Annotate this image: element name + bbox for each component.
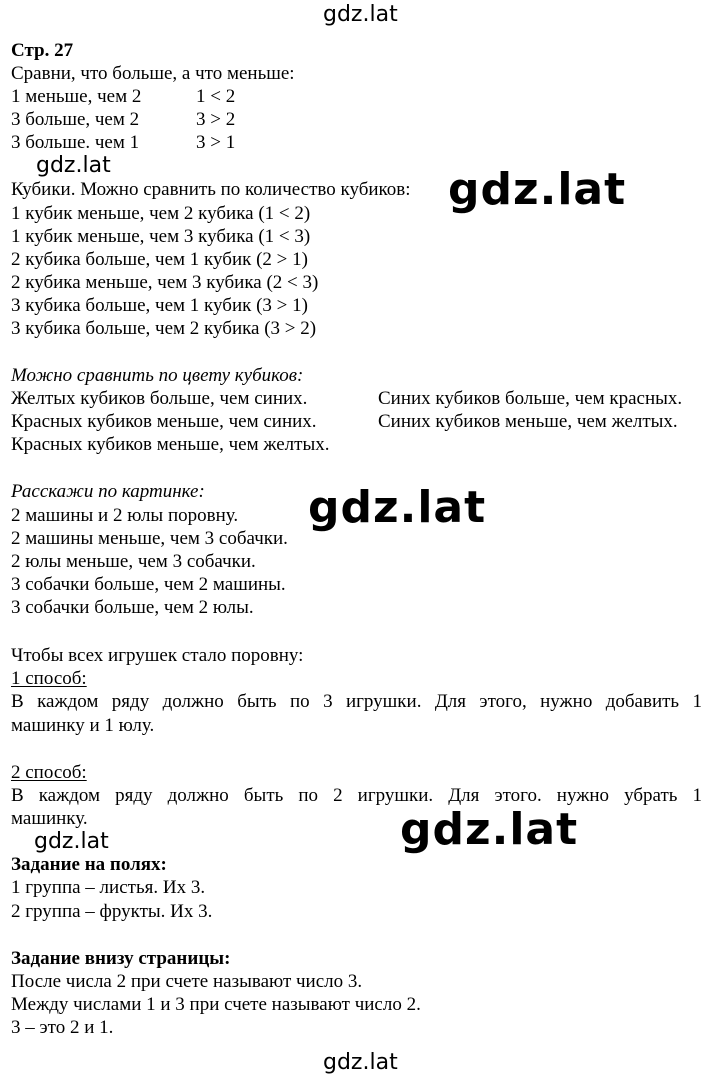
cubes-line: 2 кубика больше, чем 1 кубик (2 > 1) bbox=[11, 249, 308, 270]
cubes-intro: Кубики. Можно сравнить по количество кубиков: bbox=[11, 179, 411, 200]
cubes-line: 1 кубик меньше, чем 2 кубика (1 < 2) bbox=[11, 203, 311, 224]
page-number-heading: Стр. 27 bbox=[11, 40, 74, 61]
bottom-line: После числа 2 при счете называют число 3. bbox=[11, 971, 363, 992]
compare-row-sign: 3 > 1 bbox=[196, 132, 236, 153]
bottom-heading: Задание внизу страницы: bbox=[11, 948, 231, 969]
watermark-large-1: gdz.lat bbox=[448, 164, 627, 215]
bottom-line: 3 – это 2 и 1. bbox=[11, 1017, 114, 1038]
cubes-line: 1 кубик меньше, чем 3 кубика (1 < 3) bbox=[11, 226, 311, 247]
compare-row-text: 1 меньше, чем 2 bbox=[11, 86, 142, 107]
colors-left-line: Красных кубиков меньше, чем желтых. bbox=[11, 434, 330, 455]
colors-left-line: Желтых кубиков больше, чем синих. bbox=[11, 388, 308, 409]
way1-line1: В каждом ряду должно быть по 3 игрушки. Для этого, нужно добавить 1 bbox=[11, 691, 702, 712]
way2-line2: машинку. bbox=[11, 808, 88, 829]
colors-right-line: Синих кубиков меньше, чем желтых. bbox=[378, 411, 678, 432]
equal-intro: Чтобы всех игрушек стало поровну: bbox=[11, 645, 304, 666]
story-line: 3 собачки больше, чем 2 юлы. bbox=[11, 597, 254, 618]
watermark-small-1: gdz.lat bbox=[36, 153, 111, 178]
cubes-line: 2 кубика меньше, чем 3 кубика (2 < 3) bbox=[11, 272, 319, 293]
story-heading: Расскажи по картинке: bbox=[11, 481, 205, 502]
colors-right-line: Синих кубиков больше, чем красных. bbox=[378, 388, 683, 409]
story-line: 3 собачки больше, чем 2 машины. bbox=[11, 574, 286, 595]
compare-row-sign: 1 < 2 bbox=[196, 86, 236, 107]
watermark-large-2: gdz.lat bbox=[308, 482, 487, 533]
margins-heading: Задание на полях: bbox=[11, 854, 167, 875]
cubes-line: 3 кубика больше, чем 1 кубик (3 > 1) bbox=[11, 295, 308, 316]
bottom-line: Между числами 1 и 3 при счете называют число 2. bbox=[11, 994, 421, 1015]
compare-intro: Сравни, что больше, а что меньше: bbox=[11, 63, 295, 84]
margins-line: 1 группа – листья. Их 3. bbox=[11, 877, 206, 898]
colors-heading: Можно сравнить по цвету кубиков: bbox=[11, 365, 304, 386]
watermark-large-3: gdz.lat bbox=[400, 804, 579, 855]
cubes-line: 3 кубика больше, чем 2 кубика (3 > 2) bbox=[11, 318, 317, 339]
compare-row-text: 3 больше. чем 1 bbox=[11, 132, 140, 153]
compare-row-sign: 3 > 2 bbox=[196, 109, 236, 130]
way1-line2: машинку и 1 юлу. bbox=[11, 715, 155, 736]
way2-label: 2 способ: bbox=[11, 762, 87, 783]
watermark-small-2: gdz.lat bbox=[34, 829, 109, 854]
watermark-top: gdz.lat bbox=[323, 2, 398, 27]
colors-left-line: Красных кубиков меньше, чем синих. bbox=[11, 411, 317, 432]
compare-row-text: 3 больше, чем 2 bbox=[11, 109, 140, 130]
story-line: 2 машины и 2 юлы поровну. bbox=[11, 505, 239, 526]
story-line: 2 машины меньше, чем 3 собачки. bbox=[11, 528, 288, 549]
watermark-bottom: gdz.lat bbox=[323, 1050, 398, 1075]
margins-line: 2 группа – фрукты. Их 3. bbox=[11, 901, 213, 922]
way1-label: 1 способ: bbox=[11, 668, 87, 689]
way2-line1: В каждом ряду должно быть по 2 игрушки. Для этого. нужно убрать 1 bbox=[11, 785, 702, 806]
story-line: 2 юлы меньше, чем 3 собачки. bbox=[11, 551, 256, 572]
